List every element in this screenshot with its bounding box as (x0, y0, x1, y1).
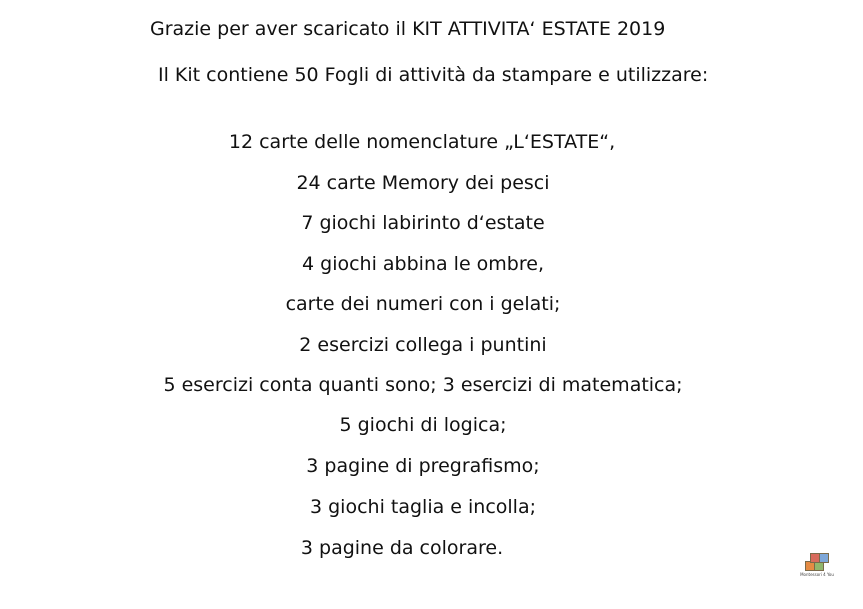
logo-text: Montessori 4 You (800, 572, 834, 577)
list-item: 12 carte delle nomenclature „L‘ESTATE“, (228, 131, 616, 153)
list-item: 7 giochi labirinto d‘estate (301, 212, 545, 234)
list-item: 5 giochi di logica; (339, 414, 507, 436)
list-item: 5 esercizi conta quanti sono; 3 esercizi di matematica; (163, 374, 683, 396)
list-item: 3 giochi taglia e incolla; (309, 496, 537, 518)
list-item: carte dei numeri con i gelati; (285, 293, 561, 315)
list-item: 24 carte Memory dei pesci (296, 172, 550, 194)
stacked-blocks-icon (804, 552, 830, 572)
logo-block (819, 553, 829, 563)
kit-description: Il Kit contiene 50 Fogli di attività da stampare e utilizzare: (158, 64, 709, 86)
brand-logo (794, 552, 840, 582)
list-item: 3 pagine di pregrafismo; (306, 455, 540, 477)
list-item: 2 esercizi collega i puntini (299, 334, 547, 356)
list-item: 4 giochi abbina le ombre, (302, 253, 544, 275)
page-title: Grazie per aver scaricato il KIT ATTIVITA‘ ESTATE 2019 (150, 18, 666, 40)
list-item: 3 pagine da colorare. (300, 537, 504, 559)
